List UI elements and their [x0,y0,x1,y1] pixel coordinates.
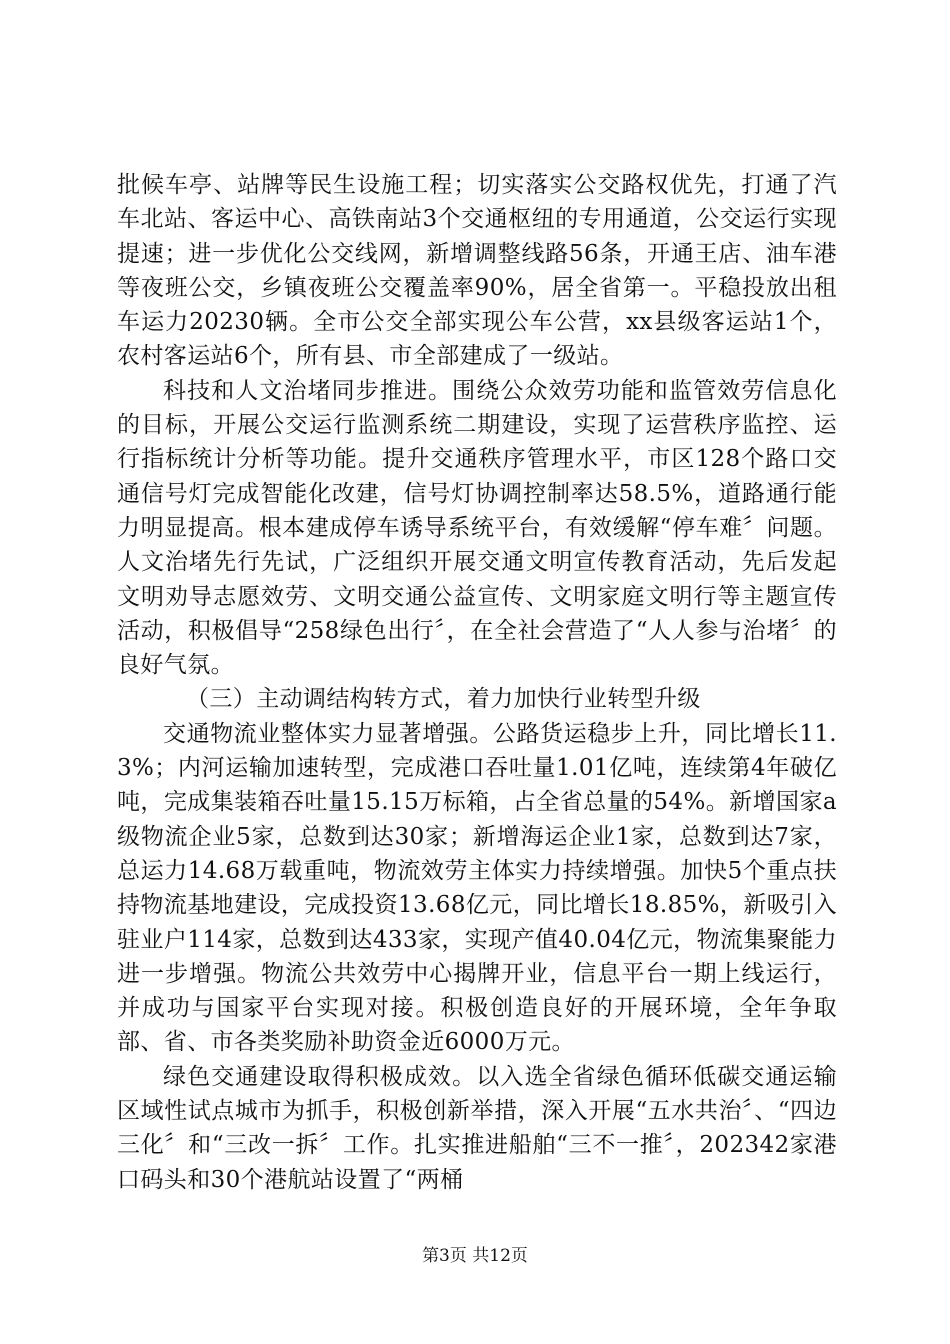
paragraph-tech-humanities: 科技和人文治堵同步推进。围绕公众效劳功能和监管效劳信息化的目标，开展公交运行监测系统二期建设，实现了运营秩序监控、运行指标统计分析等功能。提升交通秩序管理水平，市区128个路口交通信号灯完成智能化改建，信号灯协调控制率达58.5%，道路通行能力明显提高。根本建成停车诱导系统平台，有效缓解“停车难〞问题。人文治堵先行先试，广泛组织开展交通文明宣传教育活动，先后发起文明劝导志愿效劳、文明交通公益宣传、文明家庭文明行等主题宣传活动，积极倡导“258绿色出行〞，在全社会营造了“人人参与治堵〞的良好气氛。 [117,377,837,679]
section-heading: （三）主动调结构转方式，着力加快行业转型升级 [186,686,701,713]
paragraph-green-transport: 绿色交通建设取得积极成效。以入选全省绿色循环低碳交通运输区域性试点城市为抓手，积极创新举措，深入开展“五水共治〞、“四边三化〞和“三改一拆〞工作。扎实推进船舶“三不一推〞，202342家港口码头和30个港航站设置了“两桶 [117,1063,837,1193]
document-body [117,168,837,1197]
page-footer: 第3页 共12页 [422,1246,528,1266]
paragraph-public-transit: 批候车亭、站牌等民生设施工程；切实落实公交路权优先，打通了汽车北站、客运中心、高铁南站3个交通枢纽的专用通道，公交运行实现提速；进一步优化公交线网，新增调整线路56条，开通王店、油车港等夜班公交，乡镇夜班公交覆盖率90%，居全省第一。平稳投放出租车运力20230辆。全市公交全部实现公车公营，xx县级客运站1个，农村客运站6个，所有县、市全部建成了一级站。 [117,172,837,370]
paragraph-logistics: 交通物流业整体实力显著增强。公路货运稳步上升，同比增长11.3%；内河运输加速转型，完成港口吞吐量1.01亿吨，连续第4年破亿吨，完成集装箱吞吐量15.15万标箱，占全省总量的54%。新增国家a级物流企业5家，总数到达30家；新增海运企业1家，总数到达7家，总运力14.68万载重吨，物流效劳主体实力持续增强。加快5个重点扶持物流基地建设，完成投资13.68亿元，同比增长18.85%，新吸引入驻业户114家，总数到达433家，实现产值40.04亿元，物流集聚能力进一步增强。物流公共效劳中心揭牌开业，信息平台一期上线运行，并成功与国家平台实现对接。积极创造良好的开展环境，全年争取部、省、市各类奖励补助资金近6000万元。 [117,720,837,1056]
